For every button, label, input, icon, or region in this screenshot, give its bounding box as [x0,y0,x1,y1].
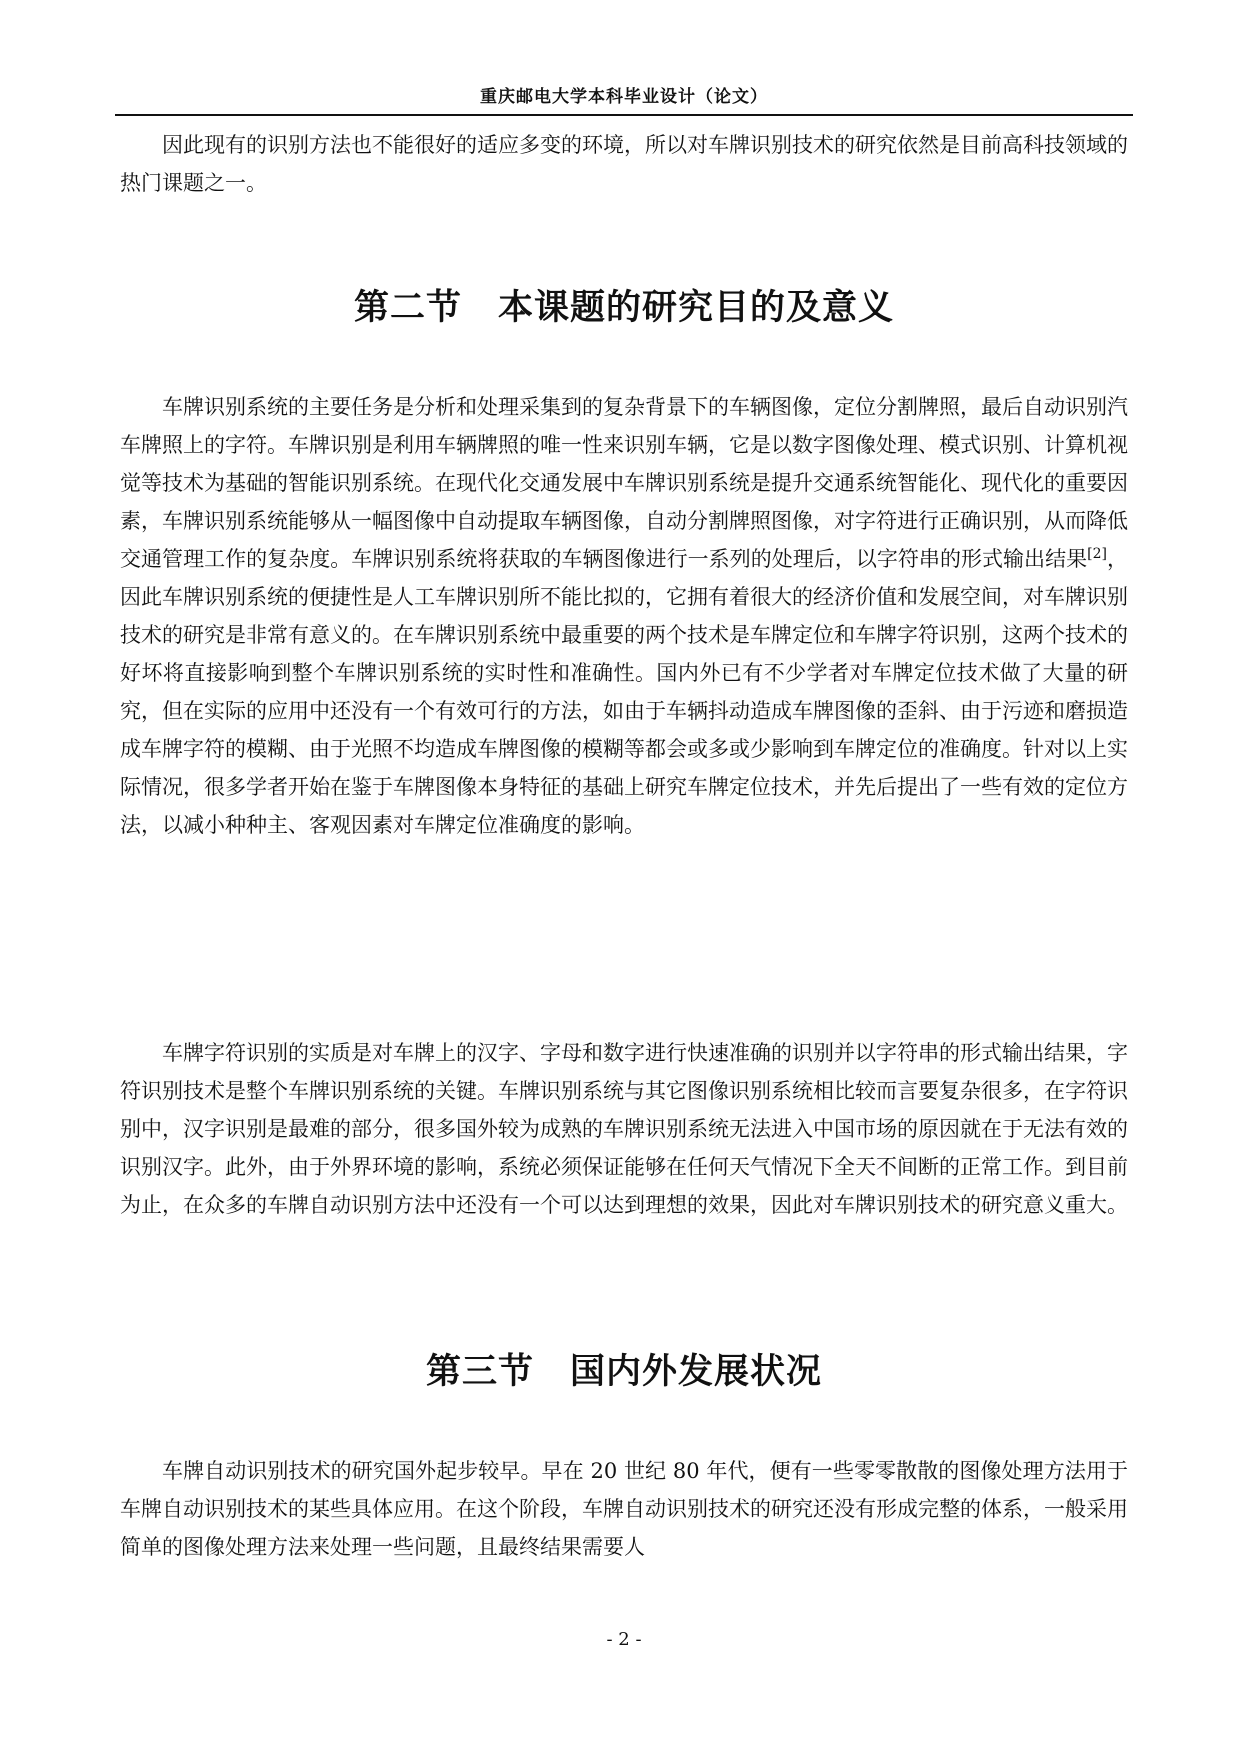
running-header: 重庆邮电大学本科毕业设计（论文） [480,87,768,107]
section2-paragraph-1 [120,388,1128,844]
section2-paragraph-1-part-b: ，因此车牌识别系统的便捷性是人工车牌识别所不能比拟的，它拥有着很大的经济价值和发展空间，对车牌识别技术的研究是非常有意义的。在车牌识别系统中最重要的两个技术是车牌定位和车牌字符识别，这两个技术的好坏将直接影响到整个车牌识别系统的实时性和准确性。国内外已有不少学者对车牌定位技术做了大量的研究，但在实际的应用中还没有一个有效可行的方法，如由于车辆抖动造成车牌图像的歪斜、由于污迹和磨损造成车牌字符的模糊、由于光照不均造成车牌图像的模糊等都会或多或少影响到车牌定位的准确度。针对以上实际情况，很多学者开始在鉴于车牌图像本身特征的基础上研究车牌定位技术，并先后提出了一些有效的定位方法，以减小种种主、客观因素对车牌定位准确度的影响。 [120,547,1129,837]
section2-paragraph-1-part-a: 车牌识别系统的主要任务是分析和处理采集到的复杂背景下的车辆图像，定位分割牌照，最后自动识别汽车牌照上的字符。车牌识别是利用车辆牌照的唯一性来识别车辆，它是以数字图像处理、模式识别、计算机视觉等技术为基础的智能识别系统。在现代化交通发展中车牌识别系统是提升交通系统智能化、现代化的重要因素，车牌识别系统能够从一幅图像中自动提取车辆图像，自动分割牌照图像，对字符进行正确识别，从而降低交通管理工作的复杂度。车牌识别系统将获取的车辆图像进行一系列的处理后，以字符串的形式输出结果 [120,395,1128,571]
header-rule [115,114,1133,116]
continuation-paragraph: 因此现有的识别方法也不能很好的适应多变的环境，所以对车牌识别技术的研究依然是目前高科技领域的热门课题之一。 [120,133,1128,195]
section2-paragraph-2: 车牌字符识别的实质是对车牌上的汉字、字母和数字进行快速准确的识别并以字符串的形式输出结果，字符识别技术是整个车牌识别系统的关键。车牌识别系统与其它图像识别系统相比较而言要复杂很多，在字符识别中，汉字识别是最难的部分，很多国外较为成熟的车牌识别系统无法进入中国市场的原因就在于无法有效的识别汉字。此外，由于外界环境的影响，系统必须保证能够在任何天气情况下全天不间断的正常工作。到目前为止，在众多的车牌自动识别方法中还没有一个可以达到理想的效果，因此对车牌识别技术的研究意义重大。 [120,1041,1128,1217]
page-number: - 2 - [606,1629,642,1650]
citation-ref: [2] [1087,546,1107,562]
section-title-3: 第三节 国内外发展状况 [425,1351,822,1392]
section-title-2: 第二节 本课题的研究目的及意义 [353,287,894,328]
section3-paragraph-1: 车牌自动识别技术的研究国外起步较早。早在 20 世纪 80 年代，便有一些零零散散的图像处理方法用于车牌自动识别技术的某些具体应用。在这个阶段，车牌自动识别技术的研究还没有形成完整的体系，一般采用简单的图像处理方法来处理一些问题，且最终结果需要人 [120,1459,1128,1559]
